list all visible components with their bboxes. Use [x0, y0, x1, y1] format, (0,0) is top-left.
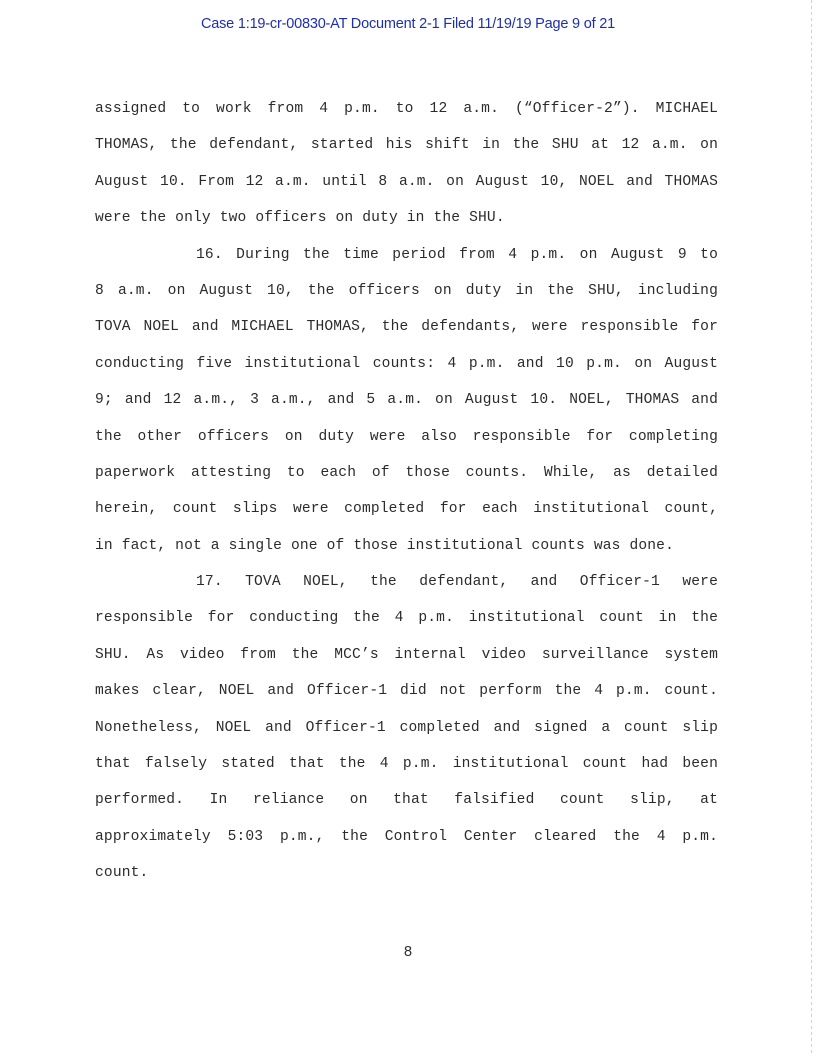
text-line: herein, count slips were completed for each institutional count, — [95, 501, 718, 518]
text-line: Nonetheless, NOEL and Officer-1 completed and signed a count slip — [95, 719, 718, 736]
text-line: 9; and 12 a.m., 3 a.m., and 5 a.m. on August 10. NOEL, THOMAS and — [95, 392, 718, 409]
text-line: approximately 5:03 p.m., the Control Center cleared the 4 p.m. — [95, 828, 718, 845]
text-line: THOMAS, the defendant, started his shift in the SHU at 12 a.m. on — [95, 137, 718, 154]
ecf-header-stamp: Case 1:19-cr-00830-AT Document 2-1 Filed 11/19/19 Page 9 of 21 — [201, 16, 615, 32]
text-line: 17. TOVA NOEL, the defendant, and Officer-1 were — [196, 574, 718, 591]
paragraph-17 — [95, 567, 718, 895]
paragraph-continuation — [95, 94, 718, 240]
scan-edge-line — [811, 0, 812, 1056]
text-line: count. — [95, 865, 149, 882]
text-line: conducting five institutional counts: 4 p.m. and 10 p.m. on August — [95, 355, 718, 372]
document-body — [95, 94, 718, 895]
text-line: makes clear, NOEL and Officer-1 did not perform the 4 p.m. count. — [95, 683, 718, 700]
page-number: 8 — [403, 945, 413, 961]
text-line: that falsely stated that the 4 p.m. institutional count had been — [95, 756, 718, 773]
paragraph-16 — [95, 240, 718, 568]
text-line: the other officers on duty were also responsible for completing — [95, 428, 718, 445]
text-line: SHU. As video from the MCC’s internal video surveillance system — [95, 646, 718, 663]
text-line: performed. In reliance on that falsified count slip, at — [95, 792, 718, 809]
text-line: were the only two officers on duty in the SHU. — [95, 210, 505, 227]
text-line: paperwork attesting to each of those counts. While, as detailed — [95, 464, 718, 481]
text-line: TOVA NOEL and MICHAEL THOMAS, the defendants, were responsible for — [95, 319, 718, 336]
text-line: 16. During the time period from 4 p.m. on August 9 to — [196, 246, 718, 263]
text-line: in fact, not a single one of those institutional counts was done. — [95, 537, 674, 554]
text-line: responsible for conducting the 4 p.m. institutional count in the — [95, 610, 718, 627]
text-line: August 10. From 12 a.m. until 8 a.m. on August 10, NOEL and THOMAS — [95, 173, 718, 190]
text-line: assigned to work from 4 p.m. to 12 a.m. (“Officer-2”). MICHAEL — [95, 101, 718, 117]
text-line: 8 a.m. on August 10, the officers on duty in the SHU, including — [95, 282, 718, 299]
